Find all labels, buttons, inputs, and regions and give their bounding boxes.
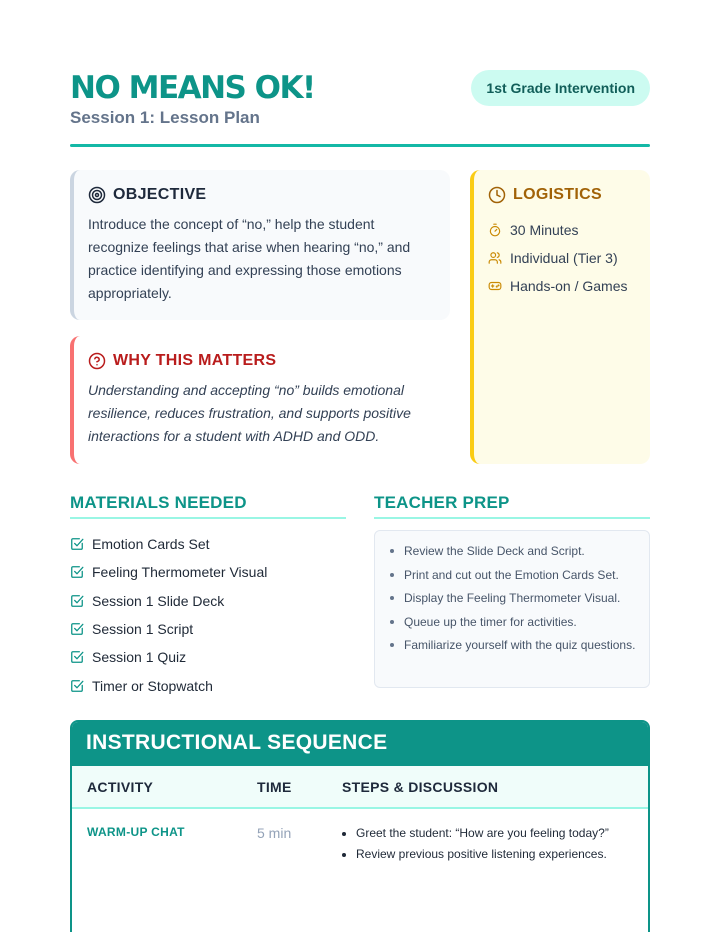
materials-heading: MATERIALS NEEDED bbox=[70, 493, 247, 512]
logistics-title: LOGISTICS bbox=[513, 186, 602, 203]
materials-divider bbox=[70, 517, 346, 519]
timer-icon bbox=[488, 223, 502, 237]
page-header bbox=[70, 68, 650, 148]
why-text: Understanding and accepting “no” builds emotional resilience, reduces frustration, and supports positive interactions for a student with ADHD and ODD. bbox=[88, 382, 411, 444]
objective-title: OBJECTIVE bbox=[113, 186, 207, 203]
checkbox-checked-icon bbox=[70, 594, 84, 608]
logistics-item-style: Hands-on / Games bbox=[488, 272, 636, 300]
activity-name: WARM-UP CHAT bbox=[87, 825, 185, 839]
gamepad-icon bbox=[488, 279, 502, 293]
prep-item: Print and cut out the Emotion Cards Set. bbox=[387, 565, 637, 585]
instructional-sequence-table bbox=[70, 720, 650, 932]
sequence-title: INSTRUCTIONAL SEQUENCE bbox=[72, 722, 648, 766]
checkbox-checked-icon bbox=[70, 565, 84, 579]
header-divider bbox=[70, 144, 650, 147]
checkbox-checked-icon bbox=[70, 679, 84, 693]
prep-divider bbox=[374, 517, 650, 519]
logistics-item-duration: 30 Minutes bbox=[488, 216, 636, 244]
checkbox-checked-icon bbox=[70, 622, 84, 636]
activity-time: 5 min bbox=[257, 825, 292, 841]
checkbox-checked-icon bbox=[70, 537, 84, 551]
logistics-item-format: Individual (Tier 3) bbox=[488, 244, 636, 272]
materials-item: Session 1 Slide Deck bbox=[70, 587, 346, 615]
column-header-activity: ACTIVITY bbox=[87, 778, 154, 795]
materials-list bbox=[70, 530, 346, 700]
materials-item: Session 1 Quiz bbox=[70, 643, 346, 671]
materials-item: Timer or Stopwatch bbox=[70, 671, 346, 699]
objective-text: Introduce the concept of “no,” help the student recognize feelings that arise when hearing “no,” and practice identifying and expressing those emotions appropriately. bbox=[88, 216, 411, 301]
logistics-list bbox=[488, 216, 636, 300]
prep-item: Familiarize yourself with the quiz questions. bbox=[387, 635, 637, 655]
clock-icon bbox=[488, 186, 506, 204]
step-item: Review previous positive listening experiences. bbox=[342, 844, 648, 865]
page-subtitle: Session 1: Lesson Plan bbox=[70, 108, 260, 127]
page-title: NO MEANS OK! bbox=[70, 70, 315, 106]
checkbox-checked-icon bbox=[70, 650, 84, 664]
question-circle-icon bbox=[88, 352, 106, 370]
why-card bbox=[70, 336, 450, 464]
objective-card bbox=[70, 170, 450, 320]
sequence-header-row bbox=[72, 766, 648, 809]
target-icon bbox=[88, 186, 106, 204]
prep-item: Queue up the timer for activities. bbox=[387, 612, 637, 632]
why-heading bbox=[88, 352, 436, 370]
prep-item: Display the Feeling Thermometer Visual. bbox=[387, 588, 637, 608]
materials-item: Emotion Cards Set bbox=[70, 530, 346, 558]
prep-list bbox=[387, 541, 637, 655]
materials-item: Session 1 Script bbox=[70, 615, 346, 643]
objective-heading bbox=[88, 186, 436, 204]
prep-heading: TEACHER PREP bbox=[374, 493, 510, 512]
table-row bbox=[72, 809, 648, 865]
column-header-time: TIME bbox=[257, 778, 292, 795]
users-icon bbox=[488, 251, 502, 265]
prep-item: Review the Slide Deck and Script. bbox=[387, 541, 637, 561]
why-title: WHY THIS MATTERS bbox=[113, 352, 277, 369]
materials-item: Feeling Thermometer Visual bbox=[70, 558, 346, 586]
step-item: Greet the student: “How are you feeling today?” bbox=[342, 823, 648, 844]
logistics-card bbox=[470, 170, 650, 464]
logistics-heading bbox=[488, 186, 636, 204]
prep-box bbox=[374, 530, 650, 688]
activity-steps bbox=[327, 823, 648, 865]
column-header-steps: STEPS & DISCUSSION bbox=[342, 778, 499, 795]
grade-badge: 1st Grade Intervention bbox=[471, 70, 650, 106]
